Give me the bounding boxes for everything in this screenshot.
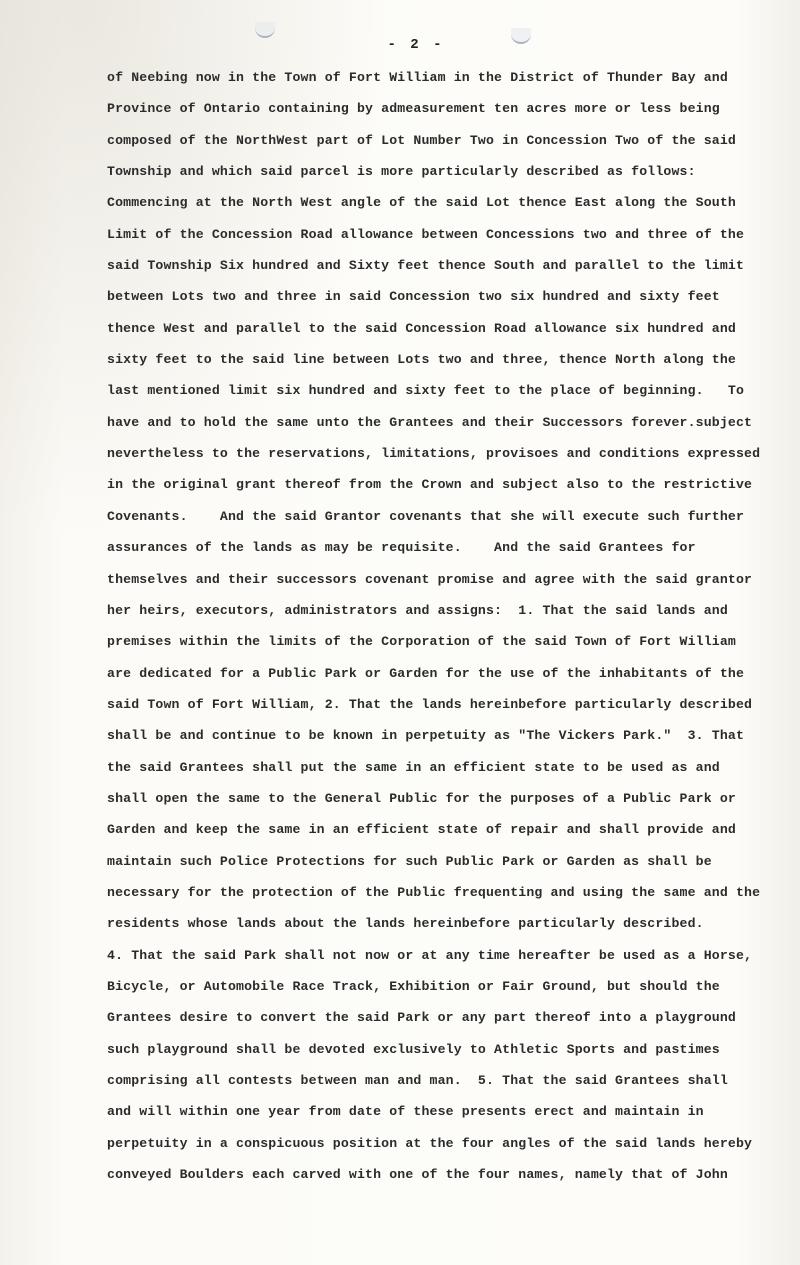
text-line: comprising all contests between man and man. 5. That the said Grantees shall [107,1073,728,1088]
text-line: Township and which said parcel is more particularly described as follows: [107,164,696,180]
text-line: Grantees desire to convert the said Park or any part thereof into a playground [107,1010,736,1026]
document-body [107,68,787,1196]
text-line: and will within one year from date of these presents erect and maintain in [107,1104,704,1120]
text-line: themselves and their successors covenant promise and agree with the said grantor [107,571,753,587]
text-line: conveyed Boulders each carved with one of the four names, namely that of John [107,1167,728,1183]
text-line: thence West and parallel to the said Concession Road allowance six hundred and [107,320,736,336]
text-line: Limit of the Concession Road allowance between Concessions two and three of the [107,226,745,242]
text-line: are dedicated for a Public Park or Garden for the use of the inhabitants of the [107,665,745,681]
text-line: Bicycle, or Automobile Race Track, Exhibition or Fair Ground, but should the [107,978,720,994]
text-line: said Township Six hundred and Sixty feet thence South and parallel to the limit [107,258,745,274]
text-line: nevertheless to the reservations, limitations, provisoes and conditions expressed [107,446,761,462]
text-line: Province of Ontario containing by admeasurement ten acres more or less being [107,101,720,117]
text-line: of Neebing now in the Town of Fort William in the District of Thunder Bay and [107,70,728,85]
text-line: assurances of the lands as may be requisite. And the said Grantees for [107,540,696,556]
text-line: said Town of Fort William, 2. That the lands hereinbefore particularly described [107,696,753,712]
text-line: last mentioned limit six hundred and sixty feet to the place of beginning. To [107,383,745,399]
punch-hole-left [255,22,275,38]
text-line: in the original grant thereof from the Crown and subject also to the restrictive [107,477,753,493]
text-line: Covenants. And the said Grantor covenants that she will execute such further [107,508,745,524]
text-line: composed of the NorthWest part of Lot Number Two in Concession Two of the said [107,132,736,148]
text-line: the said Grantees shall put the same in an efficient state to be used as and [107,759,720,775]
text-line: maintain such Police Protections for such Public Park or Garden as shall be [107,853,712,869]
text-line: sixty feet to the said line between Lots two and three, thence North along the [107,352,736,368]
text-line: her heirs, executors, administrators and assigns: 1. That the said lands and [107,602,728,618]
text-line: have and to hold the same unto the Grantees and their Successors forever.subject [107,414,753,430]
text-line: perpetuity in a conspicuous position at the four angles of the said lands hereby [107,1135,753,1151]
text-line: shall be and continue to be known in perpetuity as "The Vickers Park." 3. That [107,728,745,744]
text-line: Garden and keep the same in an efficient state of repair and shall provide and [107,822,736,838]
page-number: - 2 - [387,37,445,53]
text-line: shall open the same to the General Public for the purposes of a Public Park or [107,790,736,806]
text-line: 4. That the said Park shall not now or at any time hereafter be used as a Horse, [107,947,753,963]
text-line: residents whose lands about the lands hereinbefore particularly described. [107,916,704,932]
text-line: necessary for the protection of the Public frequenting and using the same and the [107,884,761,900]
text-line: premises within the limits of the Corporation of the said Town of Fort William [107,634,736,650]
text-line: between Lots two and three in said Concession two six hundred and sixty feet [107,289,720,305]
text-line: Commencing at the North West angle of the said Lot thence East along the South [107,195,736,211]
text-line: such playground shall be devoted exclusively to Athletic Sports and pastimes [107,1041,720,1057]
